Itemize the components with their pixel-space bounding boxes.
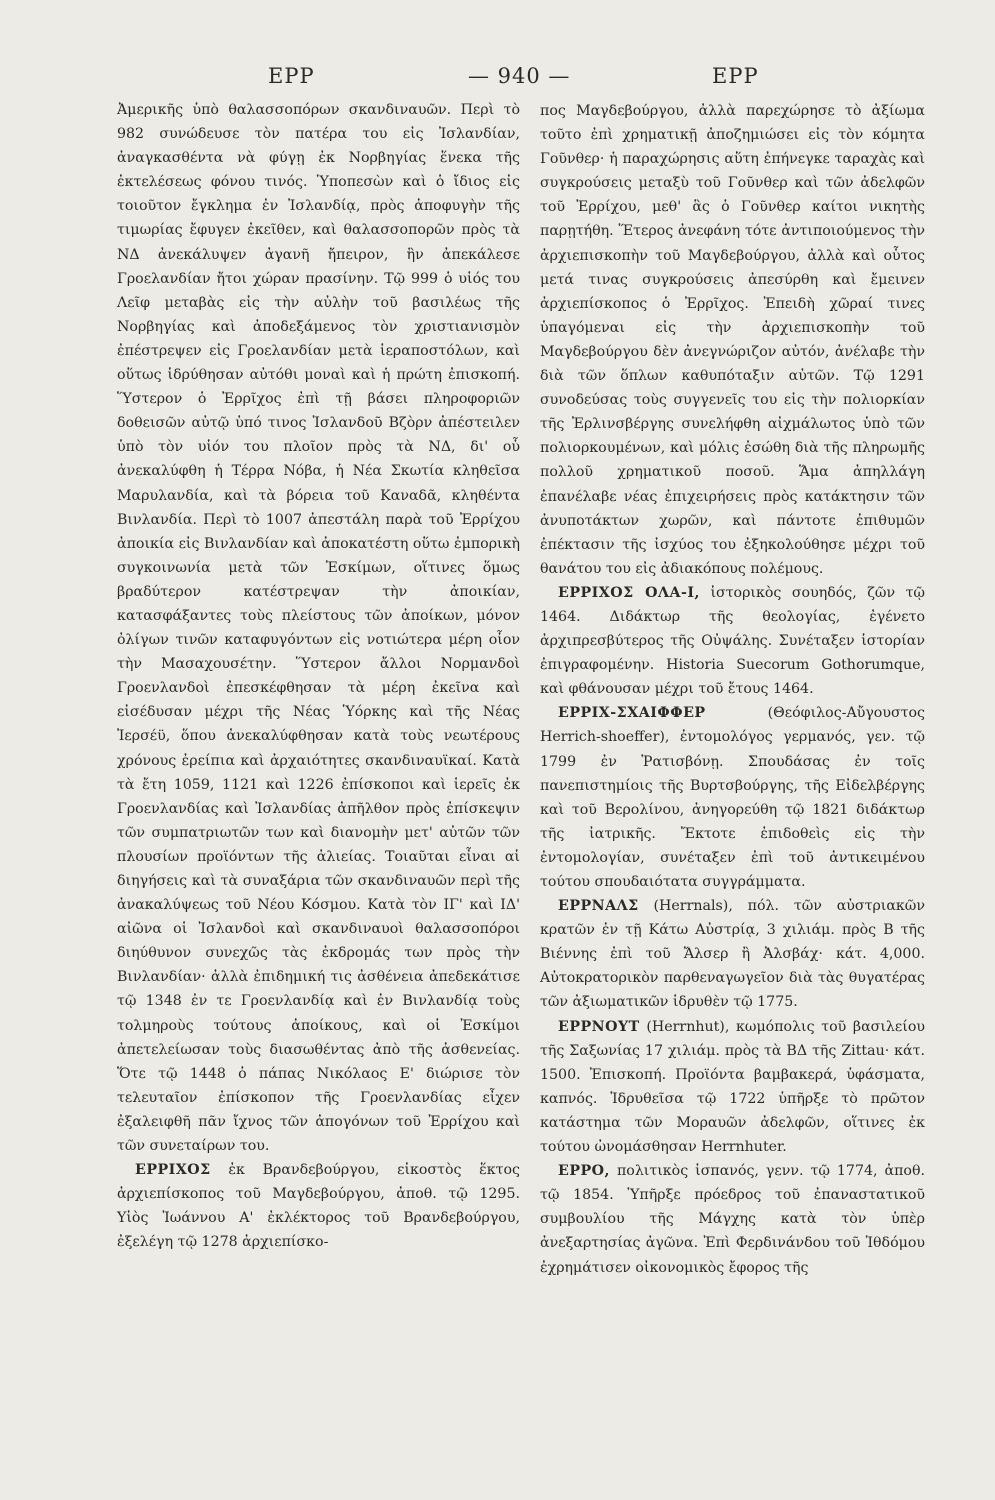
- entry-herrnhut: [540, 1015, 925, 1160]
- entry-headword: ΕΡΡΟ,: [558, 1163, 610, 1180]
- entry-herrnals: [540, 894, 925, 1014]
- entry-headword: ΕΡΡΝΑΛΣ: [558, 898, 639, 915]
- entry-text: (Herrnals), πόλ. τῶν αὐστριακῶν κρατῶν ἐν τῇ Κάτω Αὐστρίᾳ, 3 χιλιάμ. πρὸς Β τῆς Βιέννης ἐπὶ τοῦ Ἄλσερ ἢ Ἀλσβάχ· κάτ. 4,000. Αὐτοκρατορικὸν παρθεναγωγεῖον διὰ τὰς θυγατέρας τῶν ἀξιωματικῶν ἱδρυθὲν τῷ 1775.: [540, 898, 925, 1011]
- entry-erro: [540, 1159, 925, 1279]
- erikh-entry-continuation: Ἀμερικῆς ὑπὸ θαλασσοπόρων σκανδιναυῶν. Περὶ τὸ 982 συνώδευσε τὸν πατέρα του εἰς Ἰσλανδίαν, ἀναγκασθέντα νὰ φύγῃ ἐκ Νορβηγίας ἕνεκα τῆς ἐκτελέσεως φόνου τινός. Ὑποπεσὼν καὶ ὁ ἴδιος εἰς τοιοῦτον ἔγκλημα ἐν Ἰσλανδίᾳ, πρὸς ἀποφυγὴν τῆς τιμωρίας ἔφυγεν ἐκεῖθεν, καὶ θαλασσοπορῶν πρὸς τὰ ΝΔ ἀνεκάλυψεν ἀγανῆ ἤπειρον, ἣν ἀπεκάλεσε Γροελανδίαν ἤτοι χώραν πρασίνην. Τῷ 999 ὁ υἱός του Λεῖφ μεταβὰς εἰς τὴν αὐλὴν τοῦ βασιλέως τῆς Νορβηγίας καὶ ἀποδεξάμενος τὸν χριστιανισμὸν ἐπέστρεψεν εἰς Γροελανδίαν μετὰ ἱεραποστόλων, καὶ οὕτως ἱδρύθησαν αὐτόθι μοναὶ καὶ ἡ πρώτη ἐπισκοπή. Ὕστερον ὁ Ἐρρῖχος ἐπὶ τῇ βάσει πληροφοριῶν δοθεισῶν αὐτῷ ὑπό τινος Ἰσλανδοῦ Βζὸρν ἀπέστειλεν ὑπὸ τὸν υἱόν του πλοῖον πρὸς τὰ ΝΔ, δι' οὗ ἀνεκαλύφθη ἡ Τέρρα Νόβα, ἡ Νέα Σκωτία κληθεῖσα Μαρυλανδία, καὶ τὰ βόρεια τοῦ Καναδᾶ, κληθέντα Βινλανδία. Περὶ τὸ 1007 ἀπεστάλη παρὰ τοῦ Ἐρρίχου ἀποικία εἰς Βινλανδίαν καὶ ἀποκατέστη οὕτω ἐμπορικὴ συγκοινωνία μετὰ τῶν Ἐσκίμων, οἵτινες ὅμως βραδύτερον κατέστρεψαν τὴν ἀποικίαν, κατασφάξαντες τοὺς πλείστους τῶν ἀποίκων, μόνον ὀλίγων τινῶν καταφυγόντων εἰς νοτιώτερα μέρη οἷον τὴν Μασαχουσέτην. Ὕστερον ἄλλοι Νορμανδοὶ Γροενλανδοὶ ἐπεσκέφθησαν τὰ μέρη ἐκεῖνα καὶ εἰσέδυσαν μέχρι τῆς Νέας Ὑόρκης καὶ τῆς Νέας Ἰερσέϋ, ὅπου ἀνεκαλύφθησαν κατὰ τοὺς νεωτέρους χρόνους ἐρείπια καὶ ἀρχαιότητες σκανδιναυϊκαί. Κατὰ τὰ ἔτη 1059, 1121 καὶ 1226 ἐπίσκοποι καὶ ἱερεῖς ἐκ Γροενλανδίας καὶ Ἰσλανδίας ἀπῆλθον πρὸς ἐπίσκεψιν τῶν συμπατριωτῶν των καὶ διανομὴν μετ' αὐτῶν τῶν πλουσίων προϊόντων τῆς ἁλιείας. Τοιαῦται εἶναι αἱ διηγήσεις καὶ τὰ συναξάρια τῶν σκανδιναυῶν περὶ τῆς ἀνακαλύψεως τοῦ Νέου Κόσμου. Κατὰ τὸν ΙΓ' καὶ ΙΔ' αἰῶνα οἱ Ἰσλανδοὶ καὶ σκανδιναυοὶ θαλασσοπόροι διηύθυνον συνεχῶς τὰς ἐκδρομάς των πρὸς τὴν Βινλανδίαν· ἀλλὰ ἐπιδημική τις ἀσθένεια ἀπεδεκάτισε τῷ 1348 ἐν τε Γροενλανδίᾳ καὶ ἐν Βινλανδίᾳ τοὺς τολμηροὺς τούτους ἀποίκους, καὶ οἱ Ἐσκίμοι ἀπετελείωσαν τοὺς διασωθέντας ἀπὸ τῆς ἀσθενείας. Ὅτε τῷ 1448 ὁ πάπας Νικόλαος Ε' διώρισε τὸν τελευταῖον ἐπίσκοπον τῆς Γροενλανδίας εἶχεν ἐξαλειφθῆ πᾶν ἴχνος τῶν ἀπογόνων τοῦ Ἐρρίχου καὶ τῶν συνεταίρων του.: [117, 102, 520, 1155]
- entry-headword: ΕΡΡΝΟΥΤ: [558, 1018, 640, 1035]
- entry-text: ἐκ Βρανδεβούργου, εἰκοστὸς ἕκτος ἀρχιεπίσκοπος τοῦ Μαγδεβούργου, ἀποθ. τῷ 1295. Υἱὸς Ἰωάννου Α' ἐκλέκτορος τοῦ Βρανδεβούργου, ἐξελέγη τῷ 1278 ἀρχιεπίσκο-: [117, 1162, 520, 1251]
- entry-text: (Θεόφιλος-Αὔγουστος Herrich-shoeffer), ἐντομολόγος γερμανός, γεν. τῷ 1799 ἐν Ῥατισβόνῃ. Σπουδάσας ἐν τοῖς πανεπιστημίοις τῆς Βυρτσβούργης, τῆς Εἰδελβέργης καὶ τοῦ Βερολίνου, ἀνηγορεύθη τῷ 1821 διδάκτωρ τῆς ἰατρικῆς. Ἔκτοτε ἐπιδοθεὶς εἰς τὴν ἐντομολογίαν, συνέταξεν ἐπὶ τοῦ ἀντικειμένου τούτου σπουδαιότατα συγγράμματα.: [540, 705, 925, 890]
- entry-headword: ΕΡΡΙΧ-ΣΧΑΙΦΦΕΡ: [558, 705, 706, 722]
- entry-text: (Herrnhut), κωμόπολις τοῦ βασιλείου τῆς Σαξωνίας 17 χιλιάμ. πρὸς τὰ ΒΔ τῆς Zittau· κάτ. 1500. Ἐπισκοπή. Προϊόντα βαμβακερά, ὑφάσματα, καπνός. Ἱδρυθεῖσα τῷ 1722 ὑπῆρξε τὸ πρῶτον κατάστημα τῶν Μοραυῶν ἀδελφῶν, οἵτινες ἐκ τούτου ὠνομάσθησαν Herrnhuter.: [540, 1018, 925, 1156]
- entry-herrich-schaeffer: [540, 701, 925, 894]
- running-head-left: ΕΡΡ: [268, 64, 315, 88]
- right-column: [540, 99, 925, 1280]
- left-column: [117, 98, 520, 1255]
- entry-erichos: [117, 1158, 520, 1254]
- running-head-right: ΕΡΡ: [712, 64, 759, 88]
- entry-erichos-olai: [540, 581, 925, 701]
- entry-headword: ΕΡΡΙΧΟΣ ΟΛΑ-Ι,: [558, 584, 700, 601]
- erichos-entry-continuation: πος Μαγδεβούργου, ἀλλὰ παρεχώρησε τὸ ἀξίωμα τοῦτο ἐπὶ χρηματικῇ ἀποζημιώσει εἰς τὸν κόμητα Γοῦνθερ· ἡ παραχώρησις αὕτη ἐπήνεγκε ταραχὰς καὶ συγκρούσεις μεταξὺ τοῦ Γοῦνθερ καὶ τῶν ἀδελφῶν τοῦ Ἐρρίχου, μεθ' ἃς ὁ Γοῦνθερ καίτοι νικητὴς παρῃτήθη. Ἕτερος ἀνεφάνη τότε ἀντιποιούμενος τὴν ἀρχιεπισκοπὴν τοῦ Μαγδεβούργου, ἀλλὰ καὶ οὗτος μετά τινας συγκρούσεις ἀπεσύρθη καὶ ἔμεινεν ἀρχιεπίσκοπος ὁ Ἐρρῖχος. Ἐπειδὴ χῶραί τινες ὑπαγόμεναι εἰς τὴν ἀρχιεπισκοπὴν τοῦ Μαγδεβούργου δὲν ἀνεγνώριζον αὐτόν, ἀνέλαβε τὴν διὰ τῶν ὅπλων καθυπόταξιν αὐτῶν. Τῷ 1291 συνοδεύσας τοὺς συγγενεῖς του εἰς τὴν πολιορκίαν τῆς Ἐρλινσβέργης συνελήφθη αἰχμάλωτος ὑπὸ τῶν πολιορκουμένων, καὶ μόλις ἐσώθη διὰ τῆς πληρωμῆς πολλοῦ χρηματικοῦ ποσοῦ. Ἅμα ἀπηλλάγη ἐπανέλαβε νέας ἐπιχειρήσεις πρὸς κατάκτησιν τῶν ἀνυποτάκτων χωρῶν, καὶ πάντοτε ἐπιθυμῶν ἐπέκτασιν τῆς ἰσχύος του ἐξηκολούθησε μέχρι τοῦ θανάτου του εἰς ἀδιακόπους πολέμους.: [540, 103, 925, 577]
- page-header: [0, 64, 995, 94]
- entry-text: πολιτικὸς ἱσπανός, γενν. τῷ 1774, ἀποθ. τῷ 1854. Ὑπῆρξε πρόεδρος τοῦ ἐπαναστατικοῦ συμβουλίου τῆς Μάγχης κατὰ τὸν ὑπὲρ ἀνεξαρτησίας ἀγῶνα. Ἐπὶ Φερδινάνδου τοῦ Ἰθδόμου ἐχρημάτισεν οἰκονομικὸς ἔφορος τῆς: [540, 1163, 925, 1276]
- entry-text: ἱστορικὸς σουηδός, ζῶν τῷ 1464. Διδάκτωρ τῆς θεολογίας, ἐγένετο ἀρχιπρεσβύτερος τῆς Οὐψάλης. Συνέταξεν ἱστορίαν ἐπιγραφομένην. Historia Suecorum Gothorumque, καὶ φθάνουσαν μέχρι τοῦ ἔτους 1464.: [540, 584, 926, 698]
- page-number: — 940 —: [468, 64, 571, 88]
- entry-headword: ΕΡΡΙΧΟΣ: [135, 1162, 211, 1179]
